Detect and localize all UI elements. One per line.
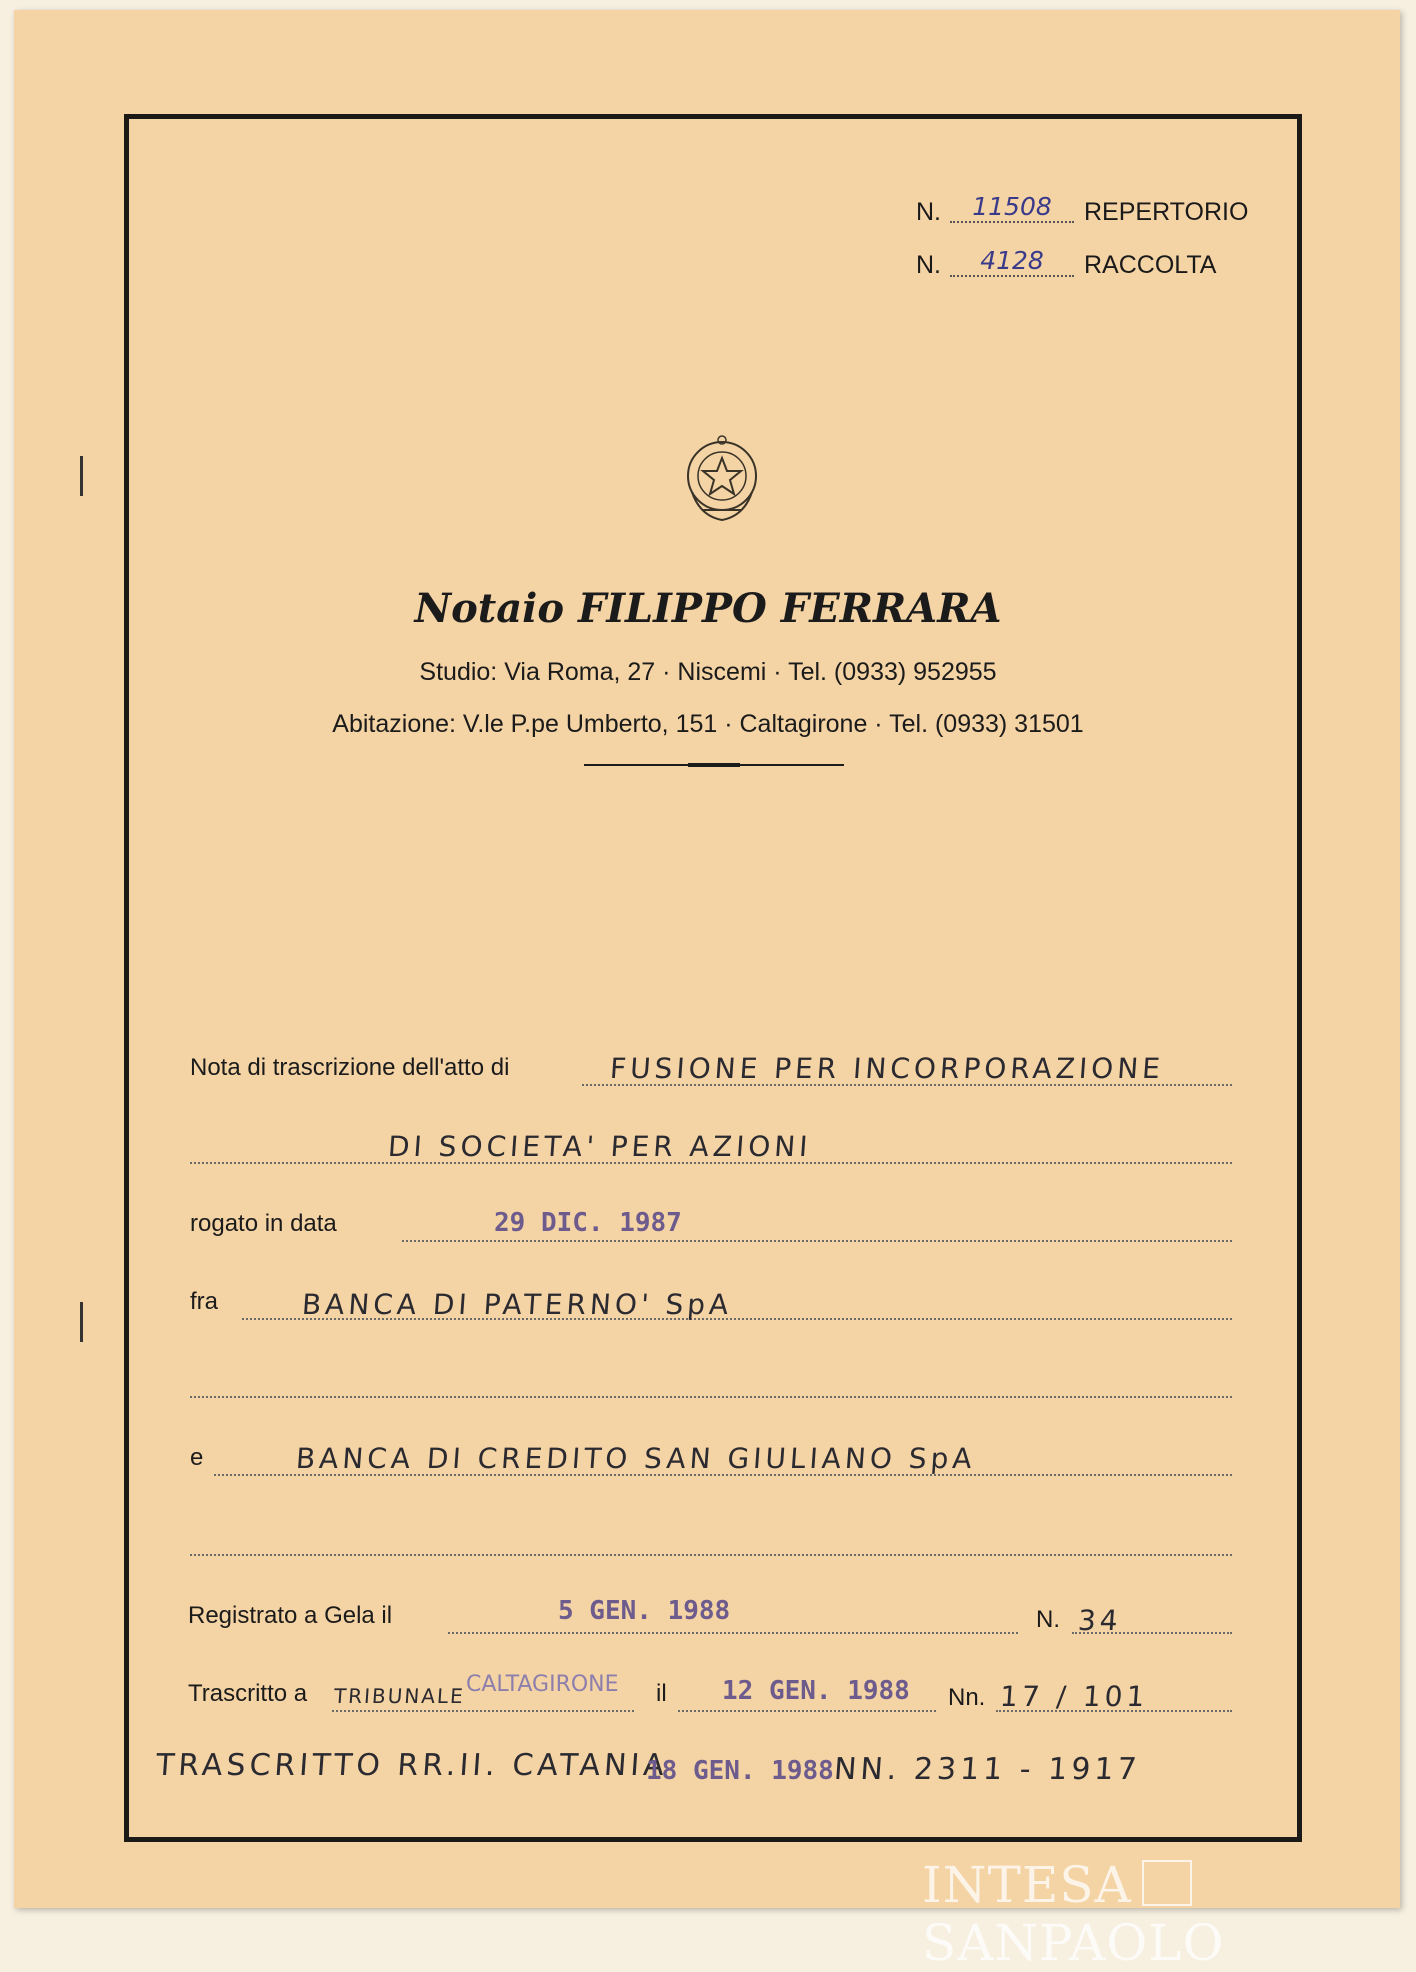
notary-name: Notaio FILIPPO FERRARA: [414, 585, 1002, 632]
registrato-n-label: N.: [1036, 1606, 1060, 1633]
footer-date-stamp: 18 GEN. 1988: [646, 1756, 834, 1786]
registrato-label: Registrato a Gela il: [188, 1602, 393, 1629]
trascritto-line: [332, 1710, 634, 1712]
registrato-n-value: 34: [1076, 1604, 1123, 1637]
footer-nn: NN. 2311 - 1917: [832, 1752, 1142, 1787]
watermark-left: INTESA: [922, 1856, 1132, 1914]
atto-value-2: DI SOCIETA' PER AZIONI: [386, 1130, 813, 1163]
watermark-right: SANPAOLO: [922, 1914, 1225, 1972]
trascritto-date-stamp: 12 GEN. 1988: [722, 1676, 910, 1706]
e-label: e: [190, 1444, 204, 1471]
footer-handwritten: TRASCRITTO RR.II. CATANIA: [154, 1748, 670, 1783]
divider-accent: [688, 763, 740, 767]
rogato-line: [402, 1240, 1232, 1242]
trascritto-hand: TRIBUNALE: [333, 1684, 466, 1708]
home-address: Abitazione: V.le P.pe Umberto, 151 · Caltagirone · Tel. (0933) 31501: [332, 710, 1084, 738]
rogato-date-stamp: 29 DIC. 1987: [494, 1208, 682, 1238]
nn-label: Nn.: [948, 1684, 986, 1711]
nn-value: 17 / 101: [998, 1680, 1150, 1713]
e-value: BANCA DI CREDITO SAN GIULIANO SpA: [294, 1442, 977, 1475]
repertorio-prefix: N.: [916, 198, 941, 226]
watermark-logo-icon: [1142, 1860, 1192, 1906]
studio-address: Studio: Via Roma, 27 · Niscemi · Tel. (0933) 952955: [419, 658, 997, 686]
raccolta-prefix: N.: [916, 251, 941, 279]
il-label: il: [656, 1680, 667, 1707]
atto-label: Nota di trascrizione dell'atto di: [190, 1054, 510, 1081]
trascritto-label: Trascritto a: [188, 1680, 308, 1707]
staple-mark: [80, 1302, 83, 1342]
staple-mark: [80, 456, 83, 496]
repertorio-label: REPERTORIO: [1084, 198, 1249, 226]
fra-line-2: [190, 1396, 1232, 1398]
rogato-label: rogato in data: [190, 1210, 337, 1237]
fra-value: BANCA DI PATERNO' SpA: [300, 1288, 734, 1321]
registrato-line: [448, 1632, 1018, 1634]
registrato-date-stamp: 5 GEN. 1988: [558, 1596, 731, 1626]
e-line-2: [190, 1554, 1232, 1556]
raccolta-number: 4128: [950, 246, 1074, 277]
repertorio-number: 11508: [950, 192, 1074, 223]
document-border: [124, 114, 1302, 1842]
intesa-sanpaolo-watermark: [922, 1856, 1416, 1972]
il-line: [678, 1710, 936, 1712]
raccolta-label: RACCOLTA: [1084, 251, 1217, 279]
italian-emblem-icon: [680, 432, 764, 526]
trascritto-stamp: CALTAGIRONE: [466, 1672, 619, 1697]
fra-label: fra: [190, 1288, 219, 1315]
atto-value-1: FUSIONE PER INCORPORAZIONE: [608, 1052, 1166, 1085]
